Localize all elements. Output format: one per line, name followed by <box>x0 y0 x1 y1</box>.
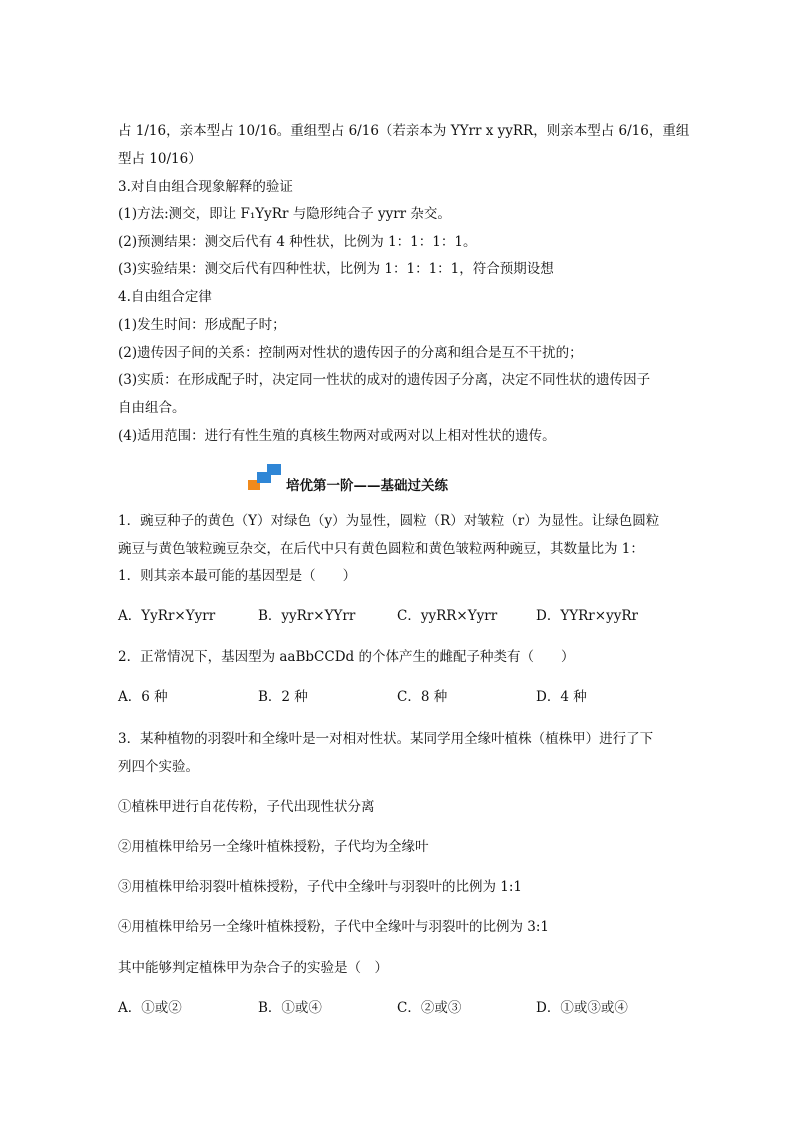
q3-option-c[interactable]: C．②或③ <box>397 1000 462 1016</box>
q1-option-d[interactable]: D．YYRr×yyRr <box>536 608 638 624</box>
q1-options <box>118 606 718 626</box>
q2-option-d[interactable]: D．4 种 <box>536 689 587 705</box>
q3-stem-2: 列四个实验。 <box>118 759 199 775</box>
q1-stem-2: 豌豆与黄色皱粒豌豆杂交，在后代中只有黄色圆粒和黄色皱粒两种豌豆，其数量比为 1： <box>118 541 644 557</box>
q3-option-b[interactable]: B．①或④ <box>258 1000 322 1016</box>
verification-method: (1)方法:测交，即让 F₁YyRr 与隐形纯合子 yyrr 杂交。 <box>118 206 451 222</box>
q3-experiment-1: ①植株甲进行自花传粉，子代出现性状分离 <box>118 799 375 815</box>
section-title-text: 培优第一阶——基础过关练 <box>286 478 448 494</box>
q3-experiment-2: ②用植株甲给另一全缘叶植株授粉，子代均为全缘叶 <box>118 839 429 855</box>
q2-stem: 2．正常情况下，基因型为 aaBbCCDd 的个体产生的雌配子种类有（ ） <box>118 649 575 665</box>
q3-stem-1: 3．某种植物的羽裂叶和全缘叶是一对相对性状。某同学用全缘叶植株（植株甲）进行了下 <box>118 731 654 747</box>
q1-option-b[interactable]: B．yyRr×YYrr <box>258 608 356 624</box>
q3-question: 其中能够判定植株甲为杂合子的实验是（ ） <box>118 960 388 976</box>
q2-option-c[interactable]: C．8 种 <box>397 689 448 705</box>
verification-result: (3)实验结果：测交后代有四种性状，比例为 1：1：1：1，符合预期设想 <box>118 261 554 277</box>
intro-line-1: 占 1/16，亲本型占 10/16。重组型占 6/16（若亲本为 YYrr x yyRR，则亲本型占 6/16，重组 <box>118 123 690 139</box>
q1-stem-1: 1．豌豆种子的黄色（Y）对绿色（y）为显性，圆粒（R）对皱粒（r）为显性。让绿色圆粒 <box>118 513 660 529</box>
law-scope: (4)适用范围：进行有性生殖的真核生物两对或两对以上相对性状的遗传。 <box>118 428 556 444</box>
q3-options <box>118 998 718 1018</box>
q1-option-a[interactable]: A．YyRr×Yyrr <box>118 608 216 624</box>
verification-prediction: (2)预测结果：测交后代有 4 种性状，比例为 1：1：1：1。 <box>118 234 477 250</box>
q2-option-a[interactable]: A．6 种 <box>118 689 168 705</box>
q1-option-c[interactable]: C．yyRR×Yyrr <box>397 608 498 624</box>
q3-experiment-4: ④用植株甲给另一全缘叶植株授粉，子代中全缘叶与羽裂叶的比例为 3:1 <box>118 919 550 935</box>
q3-option-d[interactable]: D．①或③或④ <box>536 1000 628 1016</box>
q3-option-a[interactable]: A．①或② <box>118 1000 182 1016</box>
section-title <box>248 463 448 493</box>
q1-stem-3: 1．则其亲本最可能的基因型是（ ） <box>118 568 357 584</box>
law-heading: 4.自由组合定律 <box>118 289 212 305</box>
law-essence-cont: 自由组合。 <box>118 400 186 416</box>
stairs-icon <box>248 463 282 493</box>
verification-heading: 3.对自由组合现象解释的验证 <box>118 179 293 195</box>
intro-line-2: 型占 10/16） <box>118 151 202 167</box>
law-time: (1)发生时间：形成配子时； <box>118 317 286 333</box>
q2-options <box>118 687 718 707</box>
q2-option-b[interactable]: B．2 种 <box>258 689 308 705</box>
q3-experiment-3: ③用植株甲给羽裂叶植株授粉，子代中全缘叶与羽裂叶的比例为 1:1 <box>118 879 523 895</box>
law-relation: (2)遗传因子间的关系：控制两对性状的遗传因子的分离和组合是互不干扰的； <box>118 345 583 361</box>
law-essence: (3)实质：在形成配子时，决定同一性状的成对的遗传因子分离，决定不同性状的遗传因子 <box>118 372 651 388</box>
